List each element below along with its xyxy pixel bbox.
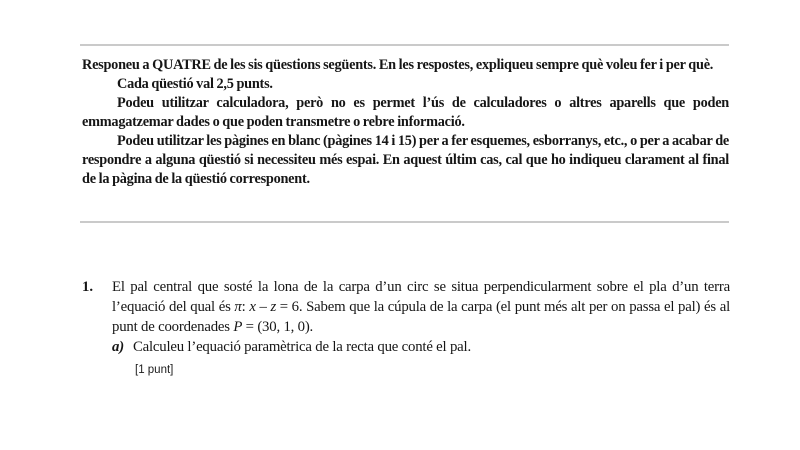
question-1 (82, 277, 730, 377)
instruction-paragraph: Podeu utilitzar les pàgines en blanc (pàgines 14 i 15) per a fer esquemes, esborranys, etc., o per a acabar de respondre a alguna qüestió si necessiteu més espai. En aquest últim cas, cal que ho indiqueu clarament al final de la pàgina de la qüestió corresponent. (82, 133, 729, 187)
instruction-paragraph: Cada qüestió val 2,5 punts. (117, 76, 273, 92)
question-item-a (112, 337, 730, 357)
section-divider-rule (80, 221, 729, 223)
top-divider-rule (80, 44, 729, 46)
item-a-text: Calculeu l’equació paramètrica de la recta que conté el pal. (132, 339, 471, 355)
item-a-points-note: [1 punt] (135, 364, 174, 376)
question-content (112, 277, 730, 377)
item-a-label: a) (112, 339, 124, 355)
question-body: El pal central que sosté la lona de la carpa d’un circ se situa perpendicularment sobre el pla d’un terra l’equació del qual és π: x – z = 6. Sabem que la cúpula de la carpa (el punt més alt per on passa el pal) és al punt de coordenades P = (30, 1, 0). (112, 279, 731, 335)
instruction-paragraph: Responeu a QUATRE de les sis qüestions següents. En les respostes, expliqueu sempre què voleu fer i per què. (82, 57, 714, 73)
question-number: 1. (82, 279, 94, 295)
instruction-paragraph: Podeu utilitzar calculadora, però no es permet l’ús de calculadores o altres aparells que poden emmagatzemar dades o que poden transmetre o rebre informació. (82, 95, 729, 130)
instructions-block (82, 56, 729, 189)
